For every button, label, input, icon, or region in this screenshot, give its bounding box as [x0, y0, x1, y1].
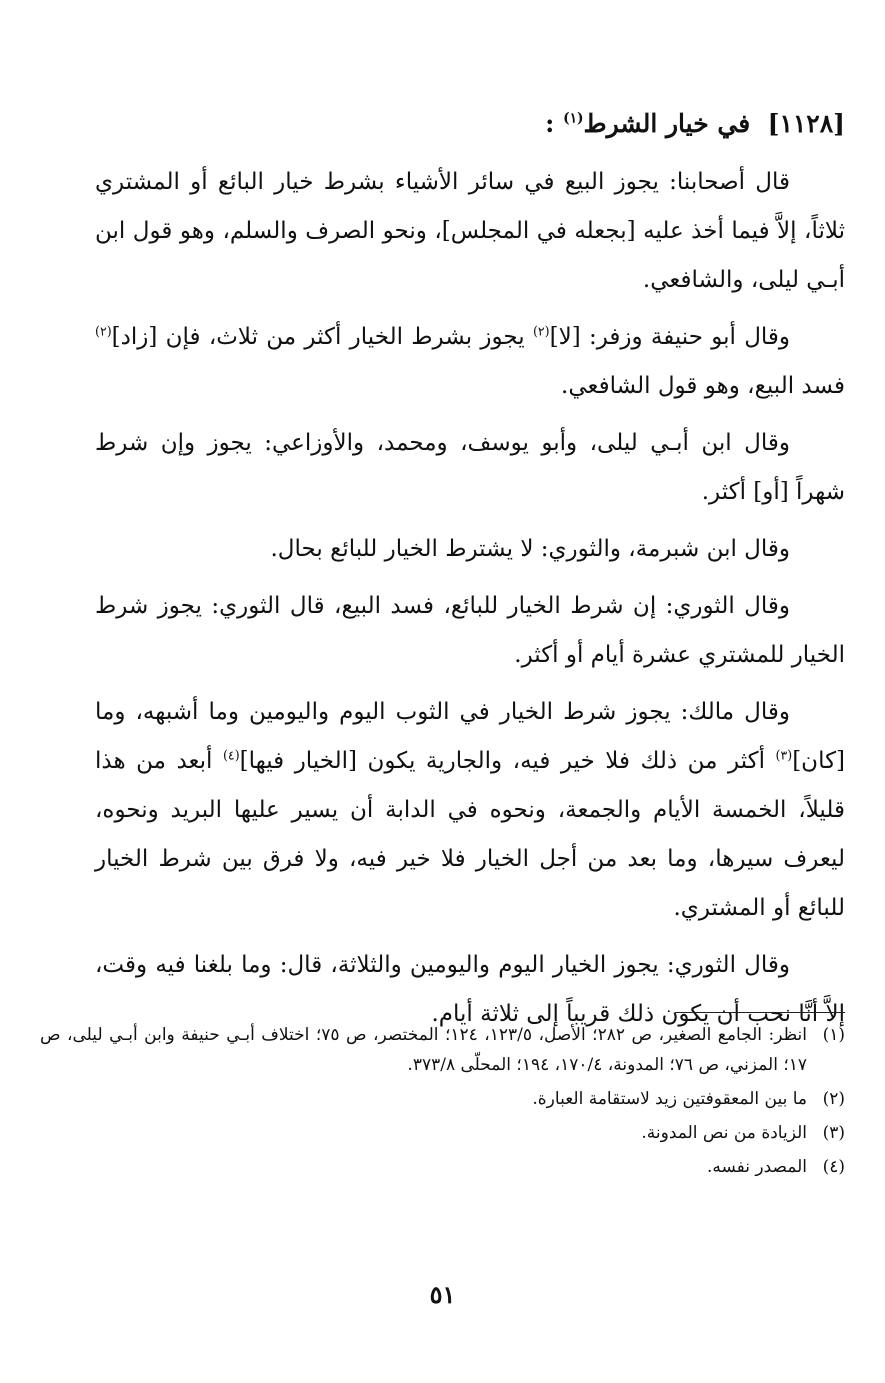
paragraph-text: وقال أبو حنيفة وزفر: [لا] — [549, 324, 791, 350]
paragraph-text: وقال ابن أبـي ليلى، وأبو يوسف، ومحمد، والأوزاعي: يجوز وإن شرط شهراً [أو] أكثر. — [95, 430, 845, 505]
paragraph-text: وقال ابن شبرمة، والثوري: لا يشترط الخيار للبائع بحال. — [270, 536, 790, 562]
paragraph-text: فسد البيع، وهو قول الشافعي. — [561, 373, 845, 399]
paragraph — [95, 688, 845, 933]
paragraph-text: قال أصحابنا: يجوز البيع في سائر الأشياء بشرط خيار البائع أو المشتري ثلاثاً، إلاَّ فيما أخذ عليه [بجعله في المجلس]، ونحو الصرف والسلم، وهو قول ابن أبـي ليلى، والشافعي. — [95, 169, 845, 293]
footnote-number: (٣) — [822, 1123, 845, 1143]
footnote-text: المصدر نفسه. — [706, 1157, 807, 1177]
paragraph — [95, 419, 845, 517]
footnote — [40, 1118, 845, 1148]
footnote-separator — [675, 1012, 845, 1013]
footnote-text: ما بين المعقوفتين زيد لاستقامة العبارة. — [532, 1089, 807, 1109]
footnote-ref: (٢) — [95, 323, 112, 339]
section-title: في خيار الشرط — [583, 109, 751, 138]
paragraph-text: يجوز بشرط الخيار أكثر من ثلاث، فإن [زاد] — [111, 324, 533, 350]
paragraph — [95, 313, 845, 411]
paragraph — [95, 582, 845, 680]
footnote-text: انظر: الجامع الصغير، ص ٢٨٢؛ الأصل، ١٢٣/٥، ١٢٤؛ المختصر، ص ٧٥؛ اختلاف أبـي حنيفة وابن أبـي ليلى، ص ١٧؛ المزني، ص ٧٦؛ المدونة، ١٧٠/٤، ١٩٤؛ المحلّى ٣٧٣/٨. — [40, 1025, 807, 1075]
footnote — [40, 1020, 845, 1080]
paragraph — [95, 158, 845, 305]
paragraph-text: وقال الثوري: إن شرط الخيار للبائع، فسد البيع، قال الثوري: يجوز شرط الخيار للمشتري عشرة أيام أو أكثر. — [95, 593, 845, 668]
footnote-ref: (٣) — [775, 747, 793, 763]
footnote-number: (١) — [822, 1025, 845, 1045]
footnote — [40, 1152, 845, 1182]
paragraph — [95, 525, 845, 574]
heading-colon: : — [545, 109, 555, 138]
footnote-ref: (٢) — [532, 323, 550, 339]
footnote-text: الزيادة من نص المدونة. — [641, 1123, 807, 1143]
footnote-ref: (١) — [563, 110, 584, 127]
paragraph-text: وقال مالك: يجوز شرط الخيار في الثوب اليوم واليومين وما أشبهه، وما [كان] — [95, 699, 845, 774]
section-heading — [45, 104, 845, 144]
paragraph-text: أكثر من ذلك فلا خير فيه، والجارية يكون [الخيار فيها] — [239, 748, 776, 774]
main-text — [95, 158, 845, 1047]
paragraph-text: أبعد من هذا قليلاً، الخمسة الأيام والجمعة، ونحوه في الدابة أن يسير عليها البريد ونحوه، ليعرف سيرها، وما بعد من أجل الخيار فلا خير فيه، ولا فرق بين شرط الخيار للبائع أو المشتري. — [95, 748, 845, 921]
footnotes — [40, 1020, 845, 1186]
footnote-number: (٢) — [822, 1089, 845, 1109]
page-number: ٥١ — [429, 1280, 456, 1309]
section-number: [١١٢٨] — [767, 109, 845, 138]
footnote — [40, 1084, 845, 1114]
footnote-ref: (٤) — [222, 747, 240, 763]
paragraph-text: وقال الثوري: يجوز الخيار اليوم واليومين والثلاثة، قال: وما بلغنا فيه وقت، إلاَّ أنَّا نحب أن يكون ذلك قريباً إلى ثلاثة أيام. — [95, 952, 845, 1027]
footnote-number: (٤) — [822, 1157, 845, 1177]
